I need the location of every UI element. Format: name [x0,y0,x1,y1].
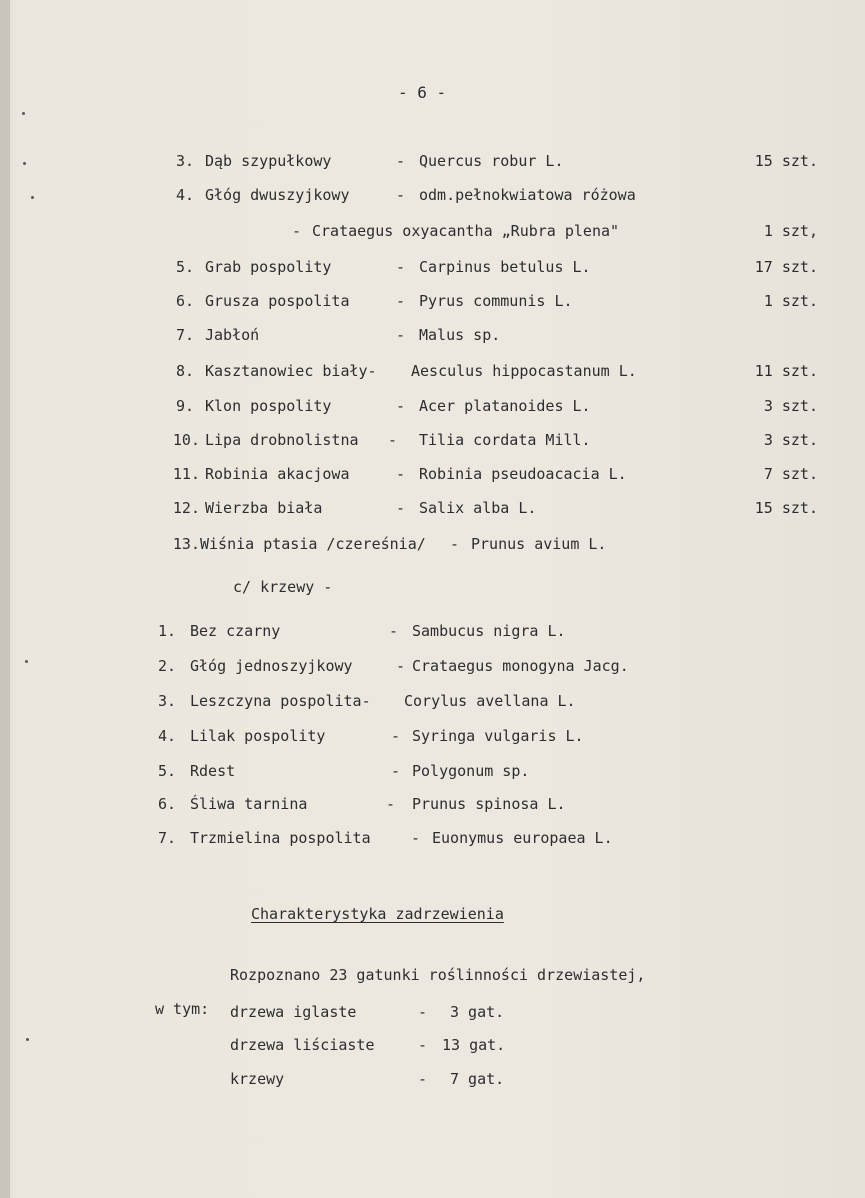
shrub-common-name: Głóg jednoszyjkowy [190,657,353,675]
tree-number: 9. [175,397,194,415]
tree-latin-name: Acer platanoides L. [419,397,591,415]
summary-label: krzewy [230,1070,285,1088]
tree-dash: - [396,292,406,310]
tree-latin-name: Quercus robur L. [419,152,564,170]
tree-latin-name: Salix alba L. [419,499,537,517]
tree-dash: - [396,326,406,344]
tree-quantity: 3 szt. [763,397,818,415]
tree-number: 5. [175,258,194,276]
tree-dash: - [388,431,398,449]
tree-common-name: Głóg dwuszyjkowy [205,186,350,204]
summary-value: 13 gat. [442,1036,506,1054]
summary-dash: - [418,1003,428,1021]
tree-common-name: Wiśnia ptasia /czereśnia/ [200,535,426,553]
shrub-common-name: Leszczyna pospolita- [190,692,371,710]
shrub-common-name: Rdest [190,762,236,780]
tree-number: 4. [175,186,194,204]
shrub-number: 2. [158,657,177,675]
summary-label: drzewa liściaste [230,1036,375,1054]
shrub-latin-name: Prunus spinosa L. [412,795,566,813]
shrub-latin-name: Euonymus europaea L. [432,829,613,847]
shrub-latin-name: Syringa vulgaris L. [412,727,584,745]
shrub-dash: - [386,795,396,813]
shrub-dash: - [411,829,421,847]
tree-dash: - [396,397,406,415]
tree-common-name: Grusza pospolita [205,292,350,310]
tree-latin-name: odm.pełnokwiatowa różowa [419,186,636,204]
shrub-dash: - [396,657,406,675]
tree-dash: - [396,499,406,517]
tree-number: 6. [175,292,194,310]
shrub-common-name: Śliwa tarnina [190,795,308,813]
shrub-number: 6. [158,795,177,813]
tree-number: 7. [175,326,194,344]
tree-number: 12. [172,499,200,517]
shrub-number: 5. [158,762,177,780]
shrub-common-name: Lilak pospolity [190,727,326,745]
summary-prefix: w tym: [155,1000,210,1018]
tree-quantity: 7 szt. [763,465,818,483]
paper-speck [25,660,28,663]
shrub-number: 4. [158,727,177,745]
paper-speck [26,1038,29,1041]
tree-common-name: Klon pospolity [205,397,332,415]
tree-common-name: Wierzba biała [205,499,323,517]
tree-quantity: 17 szt. [754,258,818,276]
summary-dash: - [418,1070,428,1088]
tree-latin-name: Malus sp. [419,326,501,344]
tree-latin-name: Pyrus communis L. [419,292,573,310]
tree-common-name: Lipa drobnolistna [205,431,359,449]
tree-latin-name: Carpinus betulus L. [419,258,591,276]
summary-value: 7 gat. [450,1070,505,1088]
tree-latin-name: Robinia pseudoacacia L. [419,465,627,483]
tree-dash: - [396,258,406,276]
tree-dash: - [396,465,406,483]
section-title: Charakterystyka zadrzewienia [251,905,504,923]
tree-common-name: Grab pospolity [205,258,332,276]
tree-dash: - [396,186,406,204]
paper-speck [23,162,26,165]
summary-value: 3 gat. [450,1003,505,1021]
shrub-latin-name: Corylus avellana L. [404,692,576,710]
tree-number: 10. [172,431,200,449]
shrub-dash: - [391,762,401,780]
tree-number: 11. [172,465,200,483]
tree-common-name: Kasztanowiec biały- [205,362,377,380]
tree-latin-name: Prunus avium L. [471,535,607,553]
tree-dash: - [396,152,406,170]
tree-latin-name: Tilia cordata Mill. [419,431,591,449]
tree-common-name: Dąb szypułkowy [205,152,332,170]
shrub-latin-name: Polygonum sp. [412,762,530,780]
tree-quantity: 3 szt. [763,431,818,449]
tree-latin-name: Aesculus hippocastanum L. [411,362,637,380]
paper-speck [22,112,25,115]
shrub-dash: - [389,622,399,640]
tree-common-name: Robinia akacjowa [205,465,350,483]
tree-number: 3. [175,152,194,170]
tree-common-name: Jabłoń [205,326,260,344]
page-number: - 6 - [398,83,447,102]
shrub-common-name: Trzmielina pospolita [190,829,371,847]
tree-quantity: 1 szt, [763,222,818,240]
shrub-common-name: Bez czarny [190,622,281,640]
shrub-number: 1. [158,622,177,640]
page-edge-shadow [0,0,10,1198]
shrubs-heading: c/ krzewy - [233,578,333,596]
shrub-latin-name: Sambucus nigra L. [412,622,566,640]
shrub-number: 7. [158,829,177,847]
paper-speck [31,196,34,199]
tree-number: 13. [172,535,200,553]
tree-latin-name: Crataegus oxyacantha „Rubra plena" [312,222,620,240]
tree-quantity: 15 szt. [754,152,818,170]
summary-dash: - [418,1036,428,1054]
shrub-latin-name: Crataegus monogyna Jacg. [412,657,629,675]
tree-quantity: 1 szt. [763,292,818,310]
tree-number: 8. [175,362,194,380]
tree-dash: - [450,535,460,553]
summary-intro: Rozpoznano 23 gatunki roślinności drzewiastej, [230,966,646,984]
summary-label: drzewa iglaste [230,1003,357,1021]
tree-quantity: 11 szt. [754,362,818,380]
tree-quantity: 15 szt. [754,499,818,517]
tree-dash: - [292,222,302,240]
shrub-number: 3. [158,692,177,710]
shrub-dash: - [391,727,401,745]
